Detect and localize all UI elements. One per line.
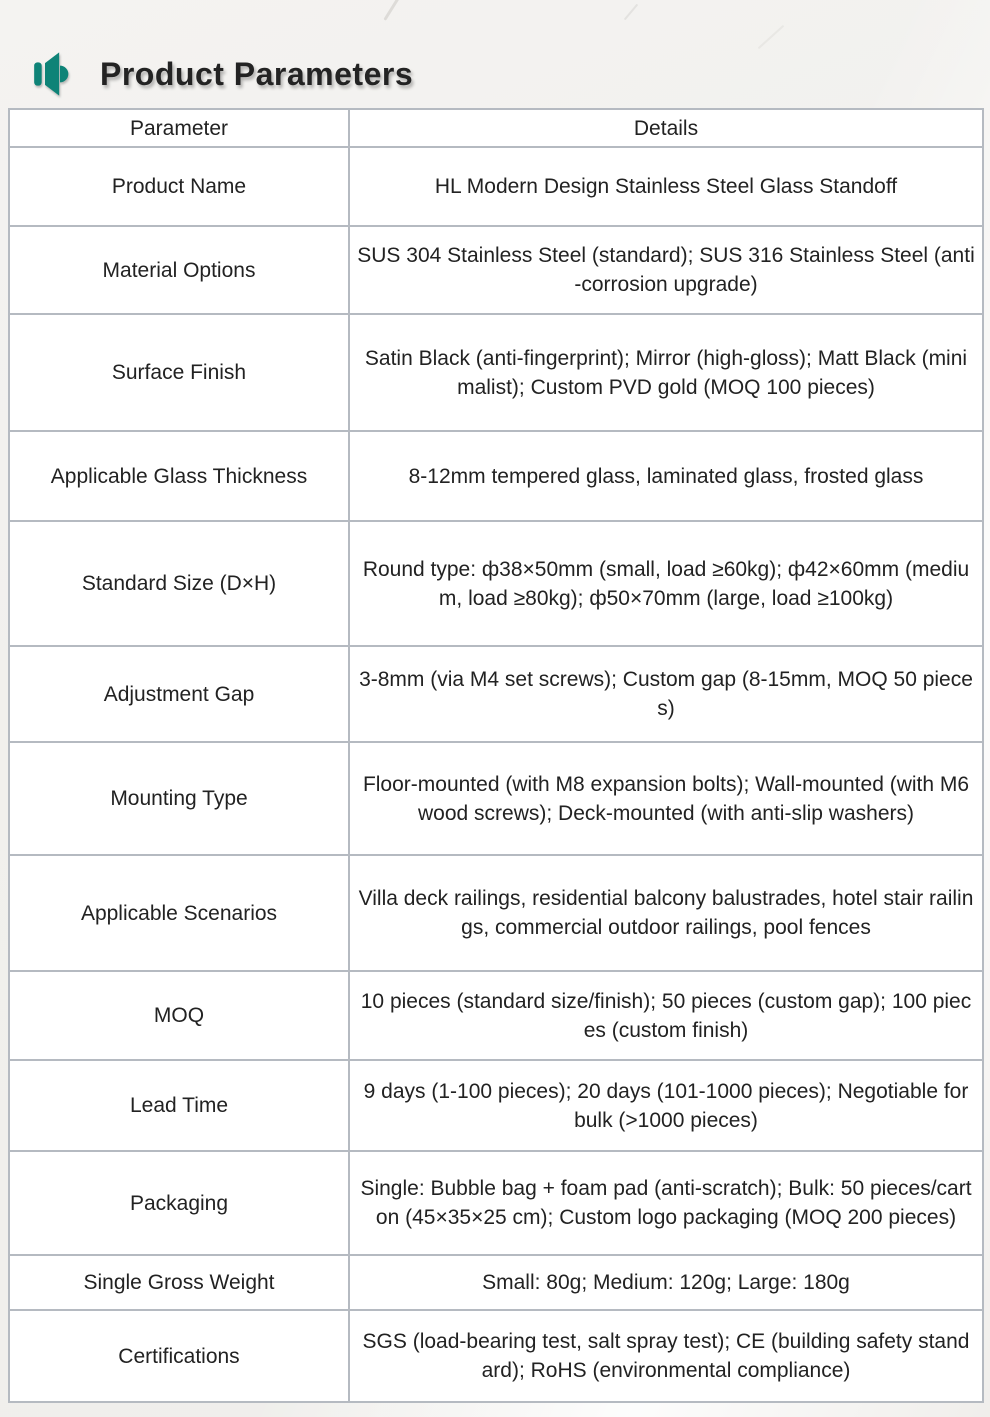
parameter-cell: Lead Time [9, 1060, 349, 1151]
table-row [9, 1310, 983, 1402]
table-row [9, 521, 983, 646]
table-header-row [9, 109, 983, 147]
table-row [9, 1060, 983, 1151]
product-parameters-table [8, 108, 984, 1403]
table-row [9, 147, 983, 226]
details-cell: Round type: ф38×50mm (small, load ≥60kg); ф42×60mm (medium, load ≥80kg); ф50×70mm (large, load ≥100kg) [349, 521, 983, 646]
section-header [30, 48, 413, 100]
table-row [9, 855, 983, 971]
table-row [9, 971, 983, 1060]
parameter-cell: Applicable Glass Thickness [9, 431, 349, 521]
parameter-cell: Single Gross Weight [9, 1255, 349, 1310]
details-cell: Satin Black (anti-fingerprint); Mirror (high-gloss); Matt Black (minimalist); Custom PVD gold (MOQ 100 pieces) [349, 314, 983, 431]
details-cell: Small: 80g; Medium: 120g; Large: 180g [349, 1255, 983, 1310]
parameter-cell: Product Name [9, 147, 349, 226]
parameter-cell: Packaging [9, 1151, 349, 1255]
table-row [9, 1255, 983, 1310]
details-cell: Single: Bubble bag + foam pad (anti-scratch); Bulk: 50 pieces/carton (45×35×25 cm); Custom logo packaging (MOQ 200 pieces) [349, 1151, 983, 1255]
parameter-cell: Applicable Scenarios [9, 855, 349, 971]
details-cell: SGS (load-bearing test, salt spray test); CE (building safety standard); RoHS (environmental compliance) [349, 1310, 983, 1402]
table-row [9, 646, 983, 742]
parameter-cell: Adjustment Gap [9, 646, 349, 742]
paper-crease [758, 25, 785, 49]
details-cell: HL Modern Design Stainless Steel Glass Standoff [349, 147, 983, 226]
table-row [9, 742, 983, 855]
parameter-cell: MOQ [9, 971, 349, 1060]
parameter-cell: Certifications [9, 1310, 349, 1402]
parameter-cell: Surface Finish [9, 314, 349, 431]
details-cell: 10 pieces (standard size/finish); 50 pieces (custom gap); 100 pieces (custom finish) [349, 971, 983, 1060]
column-header-details: Details [349, 109, 983, 147]
table-row [9, 1151, 983, 1255]
speaker-icon [30, 48, 80, 100]
parameter-cell: Mounting Type [9, 742, 349, 855]
details-cell: 3-8mm (via M4 set screws); Custom gap (8-15mm, MOQ 50 pieces) [349, 646, 983, 742]
table-row [9, 226, 983, 314]
parameter-cell: Standard Size (D×H) [9, 521, 349, 646]
table-row [9, 314, 983, 431]
details-cell: 8-12mm tempered glass, laminated glass, frosted glass [349, 431, 983, 521]
paper-crease [624, 4, 638, 21]
details-cell: Villa deck railings, residential balcony balustrades, hotel stair railings, commercial outdoor railings, pool fences [349, 855, 983, 971]
column-header-parameter: Parameter [9, 109, 349, 147]
details-cell: 9 days (1-100 pieces); 20 days (101-1000 pieces); Negotiable for bulk (>1000 pieces) [349, 1060, 983, 1151]
section-title: Product Parameters [100, 55, 414, 92]
paper-crease [383, 0, 399, 21]
details-cell: Floor-mounted (with M8 expansion bolts); Wall-mounted (with M6 wood screws); Deck-mounted (with anti-slip washers) [349, 742, 983, 855]
details-cell: SUS 304 Stainless Steel (standard); SUS 316 Stainless Steel (anti-corrosion upgrade) [349, 226, 983, 314]
table-row [9, 431, 983, 521]
parameter-cell: Material Options [9, 226, 349, 314]
